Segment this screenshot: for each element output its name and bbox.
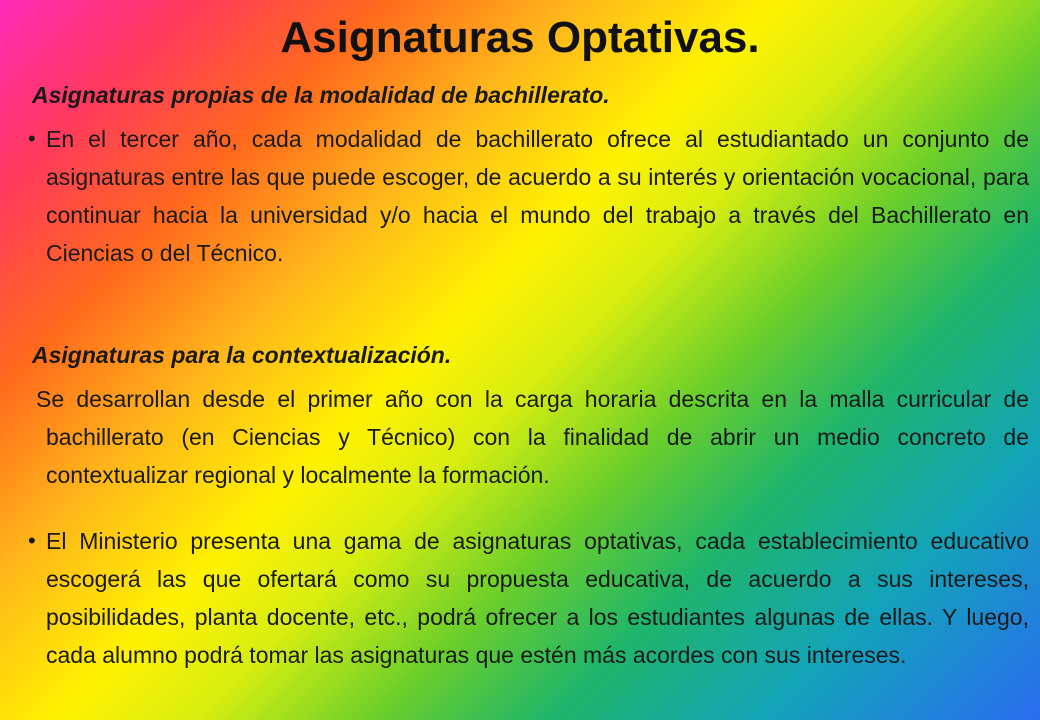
section-heading-contextualizacion: Asignaturas para la contextualización.	[32, 342, 452, 368]
bullet-icon: •	[28, 528, 36, 553]
paragraph-se-desarrollan: Se desarrollan desde el primer año con la carga horaria descrita en la malla curricular de bachillerato (en Ciencias y Técnico) con la finalidad de abrir un medio concreto de contextualizar regional y localmente la formación.	[36, 386, 1029, 488]
bullet-text-tercer-ano: En el tercer año, cada modalidad de bachillerato ofrece al estudiantado un conjunto de asignaturas entre las que puede escoger, de acuerdo a su interés y orientación vocacional, para continuar hacia la universidad y/o hacia el mundo del trabajo a través del Bachillerato en Ciencias o del Técnico.	[46, 126, 1029, 266]
section-heading-modalidad: Asignaturas propias de la modalidad de bachillerato.	[32, 82, 610, 108]
bullet-text-ministerio: El Ministerio presenta una gama de asignaturas optativas, cada establecimiento educativo escogerá las que ofertará como su propuesta educativa, de acuerdo a sus intereses, posibilidades, planta docente, etc., podrá ofrecer a los estudiantes algunas de ellas. Y luego, cada alumno podrá tomar las asignaturas que estén más acordes con sus intereses.	[46, 528, 1029, 668]
bullet-icon: •	[28, 126, 36, 151]
slide-title: Asignaturas Optativas.	[280, 13, 760, 62]
